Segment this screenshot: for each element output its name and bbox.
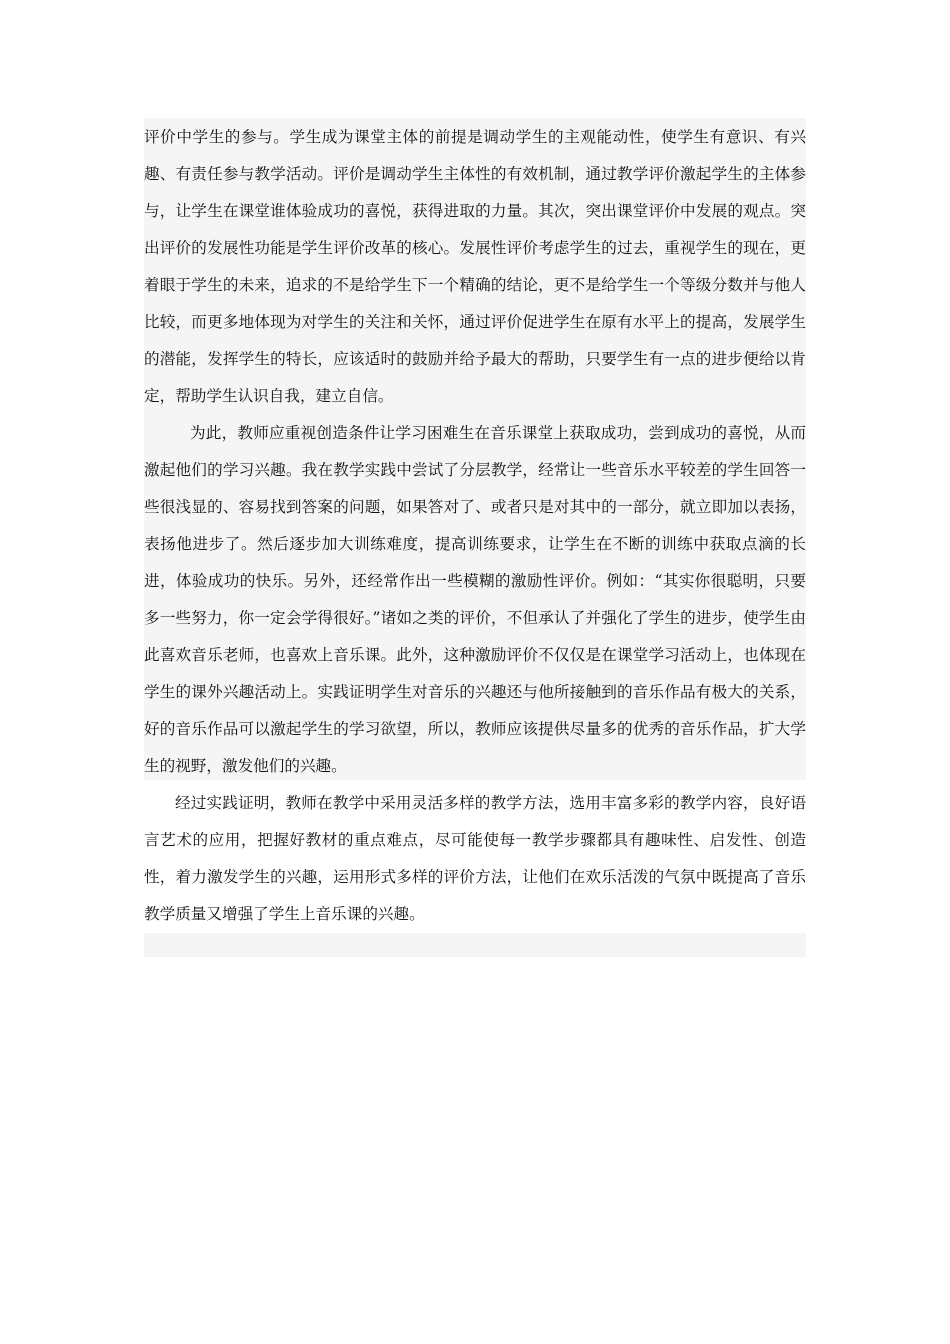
body-paragraph-1: 评价中学生的参与。学生成为课堂主体的前提是调动学生的主观能动性，使学生有意识、有兴趣、有责任参与教学活动。评价是调动学生主体性的有效机制，通过教学评价激起学生的主体参与，让学生在课堂谁体验成功的喜悦，获得进取的力量。其次，突出课堂评价中发展的观点。突出评价的发展性功能是学生评价改革的核心。发展性评价考虑学生的过去，重视学生的现在，更着眼于学生的未来，追求的不是给学生下一个精确的结论，更不是给学生一个等级分数并与他人比较，而更多地体现为对学生的关注和关怀，通过评价促进学生在原有水平上的提高，发展学生的潜能，发挥学生的特长，应该适时的鼓励并给予最大的帮助，只要学生有一点的进步便给以肯定，帮助学生认识自我，建立自信。 — [144, 128, 806, 405]
shaded-empty-line — [144, 933, 806, 957]
body-paragraph-3: 经过实践证明，教师在教学中采用灵活多样的教学方法，选用丰富多彩的教学内容，良好语言艺术的应用，把握好教材的重点难点，尽可能使每一教学步骤都具有趣味性、启发性、创造性，着力激发学生的兴趣，运用形式多样的评价方法，让他们在欢乐活泼的气氛中既提高了音乐教学质量又增强了学生上音乐课的兴趣。 — [144, 794, 806, 923]
body-paragraph-2: 为此，教师应重视创造条件让学习困难生在音乐课堂上获取成功，尝到成功的喜悦，从而激起他们的学习兴趣。我在教学实践中尝试了分层教学，经常让一些音乐水平较差的学生回答一些很浅显的、容易找到答案的问题，如果答对了、或者只是对其中的一部分，就立即加以表扬，表扬他进步了。然后逐步加大训练难度，提高训练要求，让学生在不断的训练中获取点滴的长进，体验成功的快乐。另外，还经常作出一些模糊的激励性评价。例如：“其实你很聪明，只要多一些努力，你一定会学得很好。”诸如之类的评价，不但承认了并强化了学生的进步，使学生由此喜欢音乐老师，也喜欢上音乐课。此外，这种激励评价不仅仅是在课堂学习活动上，也体现在学生的课外兴趣活动上。实践证明学生对音乐的兴趣还与他所接触到的音乐作品有极大的关系，好的音乐作品可以激起学生的学习欲望，所以，教师应该提供尽量多的优秀的音乐作品，扩大学生的视野，激发他们的兴趣。 — [144, 424, 806, 775]
